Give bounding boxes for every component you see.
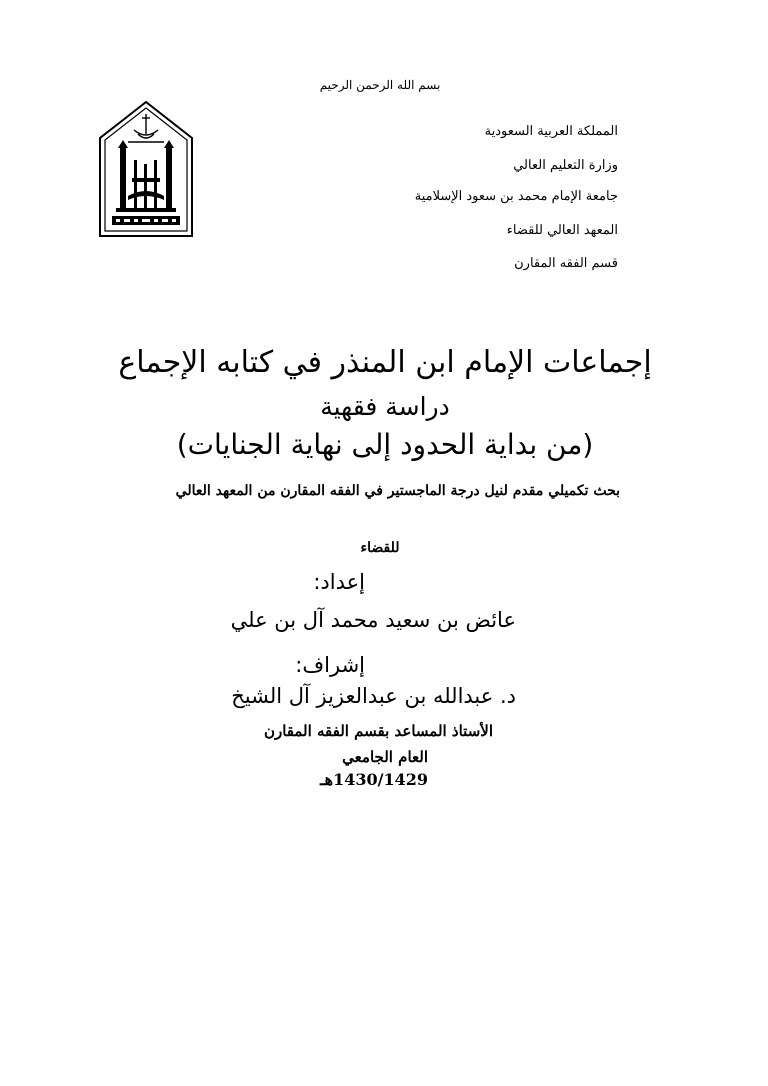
author-name: عائض بن سعيد محمد آل بن علي (230, 608, 516, 632)
prepared-by-label: إعداد: (313, 570, 365, 594)
ministry-line: وزارة التعليم العالي (513, 158, 618, 173)
university-emblem-icon (98, 100, 194, 240)
thesis-scope: (من بداية الحدود إلى نهاية الجنايات) (176, 428, 594, 461)
supervised-by-label: إشراف: (295, 653, 365, 677)
university-line: جامعة الإمام محمد بن سعود الإسلامية (414, 189, 618, 204)
degree-statement-continued: للقضاء (360, 540, 400, 556)
supervisor-title: الأستاذ المساعد بقسم الفقه المقارن (263, 722, 493, 740)
academic-year-value: 1430/1429هـ (319, 770, 428, 789)
academic-year-label: العام الجامعي (342, 748, 428, 766)
thesis-subtitle: دراسة فقهية (320, 392, 450, 421)
basmala: بسم الله الرحمن الرحيم (319, 78, 441, 92)
degree-statement: بحث تكميلي مقدم لنيل درجة الماجستير في الفقه المقارن من المعهد العالي (175, 483, 620, 499)
country-line: المملكة العربية السعودية (484, 124, 618, 139)
thesis-title: إجماعات الإمام ابن المنذر في كتابه الإجماع (118, 345, 652, 380)
supervisor-name: د. عبدالله بن عبدالعزيز آل الشيخ (231, 684, 516, 708)
institute-line: المعهد العالي للقضاء (506, 223, 618, 238)
department-line: قسم الفقه المقارن (514, 256, 618, 271)
